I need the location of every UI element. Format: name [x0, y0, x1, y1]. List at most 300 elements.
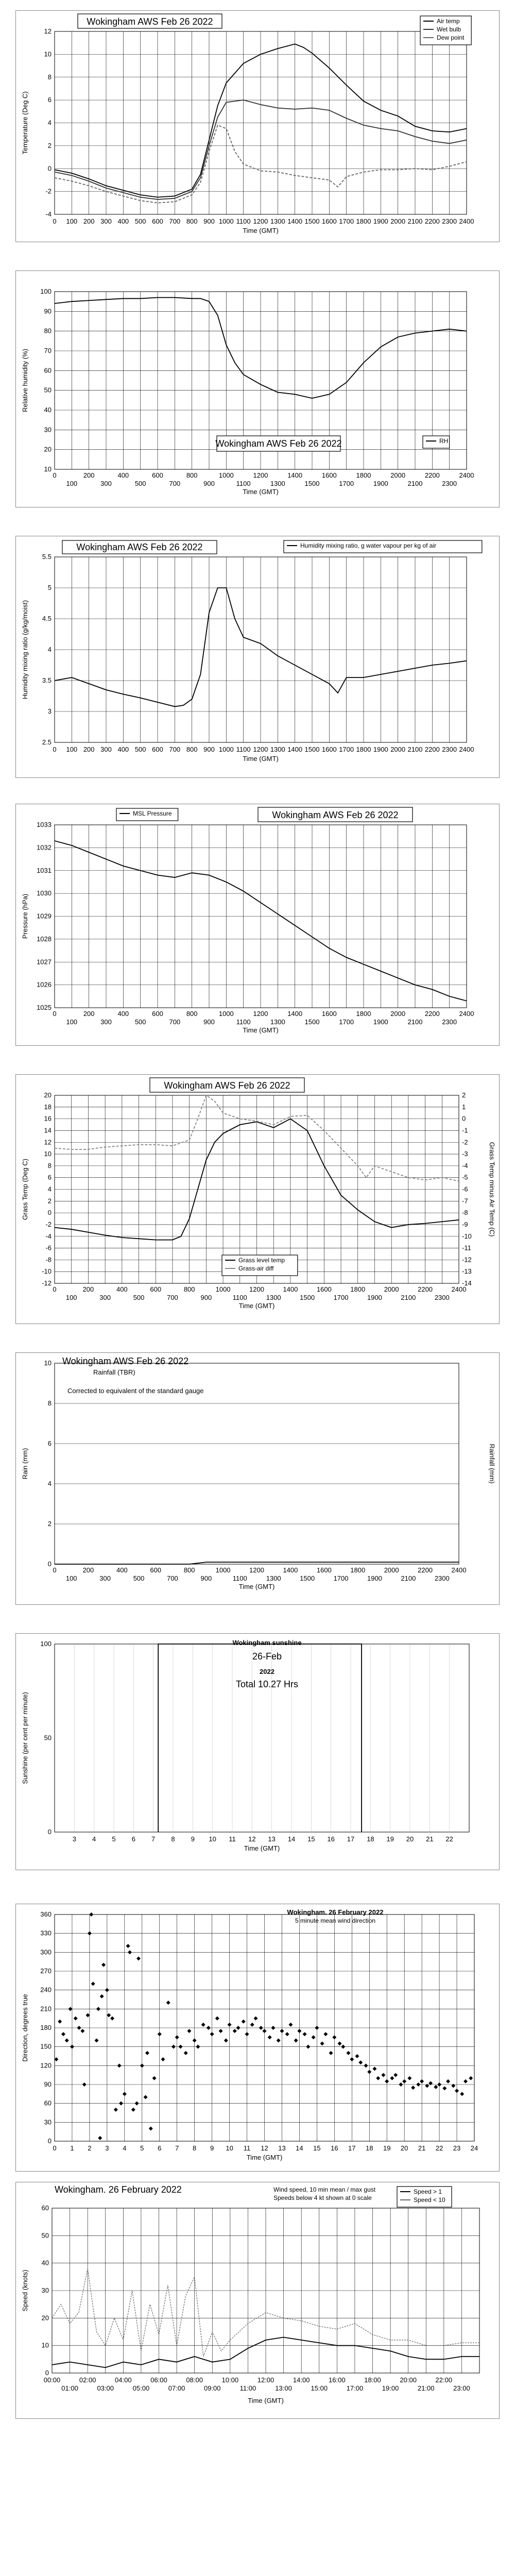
- y-tick-label: 30: [44, 2118, 52, 2126]
- x-tick-label: 700: [167, 1294, 178, 1301]
- x-tick-label: 1400: [287, 1010, 303, 1018]
- data-point: [152, 2076, 157, 2080]
- y-tick-label: 1028: [37, 935, 52, 943]
- y-tick-label: 50: [44, 386, 52, 394]
- x-tick-label: 300: [100, 1018, 112, 1026]
- x-tick-label: 1300: [270, 217, 285, 225]
- data-point: [95, 2038, 99, 2042]
- y-tick-label: 1032: [37, 843, 52, 852]
- y-tick-label: 30: [41, 2286, 49, 2294]
- chart-title: Wokingham AWS Feb 26 2022: [87, 16, 213, 27]
- y-tick-label: 60: [41, 2204, 49, 2212]
- x-tick-label: 12: [248, 1835, 256, 1843]
- grass-temp-chart: [15, 1074, 500, 1324]
- y-tick-label: 50: [41, 2231, 49, 2240]
- x-tick-label: 19:00: [382, 2384, 399, 2392]
- y-tick-label: 300: [40, 1948, 52, 1956]
- y-tick-label: -2: [45, 1220, 52, 1228]
- y-tick-label: 40: [44, 406, 52, 414]
- rainfall-chart: [15, 1352, 500, 1605]
- y-tick-label: 210: [40, 2005, 52, 2013]
- x-tick-label: 200: [83, 471, 95, 479]
- x-tick-label: 1100: [232, 1294, 247, 1301]
- sunshine-chart-svg: [16, 1634, 499, 1870]
- data-point: [469, 2076, 473, 2080]
- legend-label: Speed > 1: [414, 2188, 442, 2195]
- data-point: [236, 2026, 241, 2030]
- y-right-tick-label: -12: [462, 1256, 472, 1264]
- x-tick-label: 600: [152, 217, 163, 225]
- x-tick-label: 2200: [418, 1285, 433, 1293]
- x-tick-label: 900: [203, 1018, 215, 1026]
- data-point: [187, 2029, 191, 2033]
- data-point: [101, 1963, 106, 1967]
- x-tick-label: 100: [66, 745, 78, 753]
- x-tick-label: 800: [186, 471, 198, 479]
- x-tick-label: 1700: [333, 1574, 349, 1582]
- x-tick-label: 1200: [253, 217, 268, 225]
- y-tick-label: 14: [44, 1126, 52, 1134]
- y-tick-label: 1031: [37, 866, 52, 874]
- grass-temp-chart-svg: [16, 1075, 499, 1324]
- y-tick-label: 2: [47, 1520, 52, 1528]
- x-tick-label: 1600: [316, 1566, 332, 1574]
- y-tick-label: 8: [47, 1399, 52, 1407]
- data-point: [110, 2016, 114, 2021]
- y-tick-label: 10: [41, 2341, 49, 2349]
- x-tick-label: 100: [65, 1574, 77, 1582]
- x-tick-label: 16: [327, 1835, 335, 1843]
- y-tick-label: 100: [40, 1640, 52, 1648]
- x-tick-label: 1200: [249, 1285, 264, 1293]
- x-axis-label: Time (GMT): [243, 1026, 279, 1034]
- data-point: [77, 2026, 81, 2030]
- x-tick-label: 1400: [287, 217, 303, 225]
- y-tick-label: -10: [42, 1267, 52, 1276]
- x-tick-label: 07:00: [168, 2384, 185, 2392]
- y-axis-label: Temperature (Deg C): [21, 91, 29, 155]
- x-tick-label: 500: [134, 745, 146, 753]
- x-tick-label: 13: [268, 1835, 276, 1843]
- y-tick-label: 16: [44, 1114, 52, 1123]
- y-axis-label: Sunshine (per cent per minute): [21, 1692, 29, 1784]
- data-point: [149, 2127, 153, 2131]
- data-point: [271, 2026, 275, 2030]
- data-point: [68, 2007, 73, 2011]
- x-tick-label: 1100: [236, 745, 251, 753]
- x-tick-label: 9: [191, 1835, 195, 1843]
- x-tick-label: 800: [186, 1010, 198, 1018]
- x-tick-label: 1600: [321, 745, 337, 753]
- data-point: [114, 2108, 118, 2112]
- data-point: [100, 1994, 104, 1998]
- data-point: [74, 2016, 78, 2021]
- y-tick-label: 3: [47, 707, 52, 715]
- x-tick-label: 1600: [321, 217, 337, 225]
- y-right-axis-label: Grass Temp minus Air Temp (C): [488, 1142, 496, 1237]
- y-tick-label: 3.5: [42, 676, 52, 684]
- data-point: [381, 2073, 385, 2077]
- y-tick-label: 150: [40, 2042, 52, 2050]
- x-tick-label: 800: [186, 217, 198, 225]
- y-tick-label: -4: [45, 210, 52, 218]
- x-tick-label: 600: [152, 471, 163, 479]
- y-right-tick-label: 0: [462, 1114, 466, 1123]
- data-point: [434, 2085, 438, 2089]
- x-tick-label: 700: [169, 217, 181, 225]
- x-tick-label: 300: [99, 1574, 111, 1582]
- data-point: [161, 2057, 165, 2061]
- x-tick-label: 1700: [339, 745, 354, 753]
- data-point: [107, 2013, 111, 2018]
- data-point: [402, 2079, 406, 2083]
- x-tick-label: 0: [53, 745, 57, 753]
- x-axis-label: Time (GMT): [243, 227, 279, 234]
- x-tick-label: 12:00: [257, 2376, 274, 2384]
- x-tick-label: 400: [117, 745, 129, 753]
- y-tick-label: 4: [47, 1185, 52, 1193]
- chart-year: 2022: [260, 1668, 274, 1675]
- x-tick-label: 1900: [373, 480, 388, 487]
- x-tick-label: 1700: [339, 1018, 354, 1026]
- y-axis-label: Pressure (hPa): [21, 893, 29, 939]
- x-tick-label: 1500: [300, 1574, 315, 1582]
- data-point: [131, 2108, 135, 2112]
- x-tick-label: 200: [82, 1285, 94, 1293]
- x-tick-label: 100: [66, 217, 78, 225]
- x-tick-label: 1300: [266, 1294, 281, 1301]
- data-point: [376, 2076, 380, 2080]
- chart-title: Wokingham AWS Feb 26 2022: [164, 1080, 290, 1091]
- x-tick-label: 24: [470, 2144, 478, 2152]
- x-tick-label: 1800: [350, 1566, 366, 1574]
- data-point: [385, 2079, 389, 2083]
- x-tick-label: 1300: [266, 1574, 281, 1582]
- data-point: [364, 2063, 368, 2067]
- y-axis-label: Direction, degrees true: [21, 1994, 29, 2062]
- y-tick-label: 1029: [37, 912, 52, 920]
- x-tick-label: 01:00: [61, 2384, 78, 2392]
- x-tick-label: 500: [133, 1574, 145, 1582]
- chart-subtitle: Wind speed, 10 min mean / max gust: [273, 2186, 376, 2193]
- x-tick-label: 200: [83, 217, 95, 225]
- x-tick-label: 5: [112, 1835, 116, 1843]
- data-point: [294, 2038, 298, 2042]
- x-tick-label: 3: [105, 2144, 109, 2152]
- y-tick-label: 80: [44, 327, 52, 335]
- y-tick-label: 2.5: [42, 738, 52, 746]
- y-right-tick-label: -8: [462, 1209, 468, 1217]
- data-point: [193, 2038, 197, 2042]
- x-tick-label: 9: [210, 2144, 214, 2152]
- x-tick-label: 2300: [442, 1018, 457, 1026]
- data-point: [98, 2136, 102, 2140]
- x-tick-label: 1400: [287, 745, 303, 753]
- x-tick-label: 22: [445, 1835, 453, 1843]
- x-tick-label: 600: [150, 1566, 162, 1574]
- data-point: [117, 2063, 122, 2067]
- x-tick-label: 500: [134, 217, 146, 225]
- x-tick-label: 1100: [232, 1574, 247, 1582]
- legend-label: Humidity mixing ratio, g water vapour per kg of air: [300, 542, 437, 549]
- data-point: [329, 2051, 333, 2055]
- x-tick-label: 1600: [321, 1010, 337, 1018]
- x-tick-label: 2300: [434, 1574, 450, 1582]
- data-point: [399, 2082, 403, 2087]
- data-point: [171, 2045, 176, 2049]
- x-tick-label: 1900: [367, 1574, 382, 1582]
- x-tick-label: 1100: [236, 217, 251, 225]
- data-point: [119, 2102, 123, 2106]
- data-point: [306, 2045, 310, 2049]
- x-tick-label: 300: [99, 1294, 111, 1301]
- y-right-tick-label: -2: [462, 1138, 468, 1146]
- humidity-chart: [15, 270, 500, 507]
- y-tick-label: 60: [44, 366, 52, 375]
- data-point: [407, 2076, 411, 2080]
- data-point: [126, 1944, 130, 1948]
- x-tick-label: 05:00: [132, 2384, 150, 2392]
- chart-title: Wokingham. 26 February 2022: [287, 1908, 384, 1916]
- data-point: [144, 2095, 148, 2099]
- x-tick-label: 10: [226, 2144, 233, 2152]
- data-point: [250, 2023, 254, 2027]
- x-tick-label: 2400: [451, 1566, 467, 1574]
- x-tick-label: 1500: [304, 217, 320, 225]
- x-tick-label: 400: [117, 217, 129, 225]
- x-tick-label: 17: [348, 2144, 356, 2152]
- y-tick-label: 4: [47, 1480, 52, 1487]
- x-tick-label: 1600: [316, 1285, 332, 1293]
- y-tick-label: 1030: [37, 889, 52, 897]
- y-tick-label: 4: [47, 646, 52, 653]
- x-tick-label: 17:00: [346, 2384, 364, 2392]
- x-axis-label: Time (GMT): [238, 1583, 275, 1590]
- x-tick-label: 700: [169, 480, 181, 487]
- data-point: [215, 2016, 219, 2021]
- x-tick-label: 1100: [236, 480, 251, 487]
- x-tick-label: 0: [53, 217, 57, 225]
- x-tick-label: 4: [92, 1835, 96, 1843]
- y-tick-label: 60: [44, 2099, 52, 2107]
- data-point: [123, 2092, 127, 2096]
- data-point: [96, 2007, 100, 2011]
- data-point: [179, 2045, 183, 2049]
- humidity-chart-svg: [16, 271, 499, 507]
- x-tick-label: 8: [171, 1835, 175, 1843]
- data-point: [420, 2079, 424, 2083]
- y-tick-label: 6: [47, 1439, 52, 1447]
- x-tick-label: 13:00: [275, 2384, 292, 2392]
- data-point: [425, 2083, 429, 2088]
- data-point: [347, 2051, 351, 2055]
- y-tick-label: -8: [45, 1256, 52, 1264]
- y-right-tick-label: -5: [462, 1173, 468, 1181]
- chart-title: Wokingham sunshine: [232, 1639, 302, 1647]
- y-tick-label: 0: [47, 1209, 52, 1217]
- y-axis-label: Humidity mixing ratio (g/kg/moist): [21, 600, 29, 700]
- x-tick-label: 2400: [459, 1010, 474, 1018]
- y-right-tick-label: -3: [462, 1150, 468, 1158]
- data-point: [210, 2032, 214, 2036]
- y-tick-label: 1025: [37, 1004, 52, 1011]
- y-tick-label: -6: [45, 1244, 52, 1252]
- x-tick-label: 2100: [407, 480, 423, 487]
- x-tick-label: 2000: [384, 1285, 399, 1293]
- x-tick-label: 800: [186, 745, 198, 753]
- x-tick-label: 18: [366, 2144, 373, 2152]
- x-tick-label: 1400: [283, 1566, 298, 1574]
- y-right-tick-label: -13: [462, 1267, 472, 1276]
- x-axis-label: Time (GMT): [246, 2154, 283, 2161]
- data-point: [312, 2035, 316, 2039]
- chart-total: Total 10.27 Hrs: [235, 1679, 299, 1689]
- x-tick-label: 1000: [218, 1010, 234, 1018]
- data-point: [338, 2042, 342, 2046]
- data-point: [228, 2023, 232, 2027]
- y-right-tick-label: -7: [462, 1197, 468, 1205]
- data-point: [86, 2013, 90, 2018]
- y-right-tick-label: -9: [462, 1220, 468, 1228]
- data-point: [245, 2032, 249, 2036]
- y-axis-label: Speed (knots): [21, 2269, 29, 2312]
- x-tick-label: 100: [66, 480, 78, 487]
- series-line-rainfall: [55, 1562, 459, 1564]
- x-tick-label: 09:00: [203, 2384, 221, 2392]
- data-point: [145, 2051, 149, 2055]
- y-tick-label: 20: [44, 1091, 52, 1099]
- x-tick-label: 2000: [390, 217, 406, 225]
- x-tick-label: 1000: [218, 471, 234, 479]
- data-point: [411, 2086, 415, 2090]
- y-right-tick-label: -4: [462, 1161, 468, 1170]
- x-tick-label: 1200: [253, 745, 268, 753]
- x-tick-label: 2300: [442, 480, 457, 487]
- y-tick-label: 6: [47, 96, 52, 104]
- x-tick-label: 18: [367, 1835, 374, 1843]
- y-tick-label: 4.5: [42, 615, 52, 622]
- data-point: [80, 2029, 84, 2033]
- data-point: [105, 1988, 109, 1992]
- data-point: [263, 2029, 267, 2033]
- x-tick-label: 15: [313, 2144, 321, 2152]
- data-point: [91, 1981, 95, 1986]
- data-point: [207, 2026, 211, 2030]
- y-tick-label: 120: [40, 2061, 52, 2070]
- x-tick-label: 6: [131, 1835, 135, 1843]
- x-tick-label: 19: [383, 2144, 391, 2152]
- data-point: [280, 2029, 284, 2033]
- data-point: [367, 2070, 371, 2074]
- x-tick-label: 14: [296, 2144, 303, 2152]
- x-tick-label: 00:00: [43, 2376, 61, 2384]
- data-point: [135, 2102, 139, 2106]
- x-tick-label: 200: [82, 1566, 94, 1574]
- x-tick-label: 2200: [418, 1566, 433, 1574]
- data-point: [437, 2082, 441, 2087]
- x-axis-label: Time (GMT): [248, 2397, 284, 2404]
- x-tick-label: 0: [53, 1010, 57, 1018]
- x-tick-label: 2200: [424, 471, 440, 479]
- x-tick-label: 8: [193, 2144, 197, 2152]
- x-tick-label: 100: [66, 1018, 78, 1026]
- x-axis-label: Time (GMT): [238, 1302, 275, 1310]
- mixing-ratio-chart: [15, 536, 500, 778]
- y-right-tick-label: 1: [462, 1103, 466, 1111]
- y-tick-label: 0: [47, 1560, 52, 1568]
- y-tick-label: 18: [44, 1103, 52, 1111]
- x-axis-label: Time (GMT): [243, 755, 279, 762]
- data-point: [277, 2038, 281, 2042]
- y-axis-label: Relative humidity (%): [21, 349, 29, 412]
- x-tick-label: 2100: [407, 1018, 423, 1026]
- x-axis-label: Time (GMT): [244, 1844, 280, 1852]
- x-tick-label: 900: [200, 1294, 212, 1301]
- x-tick-label: 2100: [401, 1574, 416, 1582]
- chart-date: 26-Feb: [252, 1651, 282, 1662]
- rainfall-chart-svg: [16, 1353, 499, 1604]
- x-tick-label: 12: [261, 2144, 268, 2152]
- y-tick-label: 10: [44, 1150, 52, 1158]
- y-tick-label: 100: [40, 287, 52, 295]
- data-point: [285, 2032, 289, 2036]
- x-tick-label: 700: [169, 745, 181, 753]
- x-tick-label: 700: [169, 1018, 181, 1026]
- chart-subtitle: Rainfall (TBR): [93, 1368, 135, 1376]
- x-tick-label: 11: [229, 1835, 236, 1843]
- y-tick-label: 1026: [37, 980, 52, 989]
- y-tick-label: 50: [44, 1734, 52, 1742]
- x-tick-label: 15: [307, 1835, 315, 1843]
- chart-note: Speeds below 4 kt shown at 0 scale: [273, 2194, 372, 2201]
- x-tick-label: 04:00: [115, 2376, 132, 2384]
- x-tick-label: 500: [134, 1018, 146, 1026]
- x-tick-label: 15:00: [311, 2384, 328, 2392]
- data-point: [372, 2066, 376, 2071]
- x-tick-label: 1000: [215, 1285, 231, 1293]
- x-tick-label: 1500: [304, 745, 320, 753]
- x-axis-label: Time (GMT): [243, 488, 279, 496]
- x-tick-label: 2300: [434, 1294, 450, 1301]
- x-tick-label: 0: [53, 1566, 57, 1574]
- y-right-tick-label: -1: [462, 1126, 468, 1134]
- x-tick-label: 2000: [384, 1566, 399, 1574]
- x-tick-label: 2100: [407, 745, 423, 753]
- x-tick-label: 1500: [304, 1018, 320, 1026]
- x-tick-label: 400: [117, 1010, 129, 1018]
- data-point: [242, 2020, 246, 2024]
- x-tick-label: 16: [331, 2144, 338, 2152]
- data-point: [54, 2057, 58, 2061]
- y-tick-label: 270: [40, 1967, 52, 1975]
- x-tick-label: 06:00: [150, 2376, 167, 2384]
- x-tick-label: 1500: [300, 1294, 315, 1301]
- x-tick-label: 16:00: [329, 2376, 346, 2384]
- x-tick-label: 0: [53, 2144, 57, 2152]
- y-tick-label: 8: [47, 73, 52, 81]
- x-tick-label: 1500: [304, 480, 320, 487]
- y-right-axis-label: Rainfall (mm): [488, 1444, 496, 1484]
- data-point: [355, 2054, 359, 2058]
- x-tick-label: 14:00: [293, 2376, 310, 2384]
- data-point: [332, 2035, 336, 2039]
- x-tick-label: 1800: [356, 1010, 371, 1018]
- x-tick-label: 1800: [350, 1285, 366, 1293]
- data-point: [303, 2032, 307, 2036]
- y-tick-label: 180: [40, 2024, 52, 2031]
- legend-label: Speed < 10: [414, 2196, 445, 2204]
- x-tick-label: 2300: [442, 745, 457, 753]
